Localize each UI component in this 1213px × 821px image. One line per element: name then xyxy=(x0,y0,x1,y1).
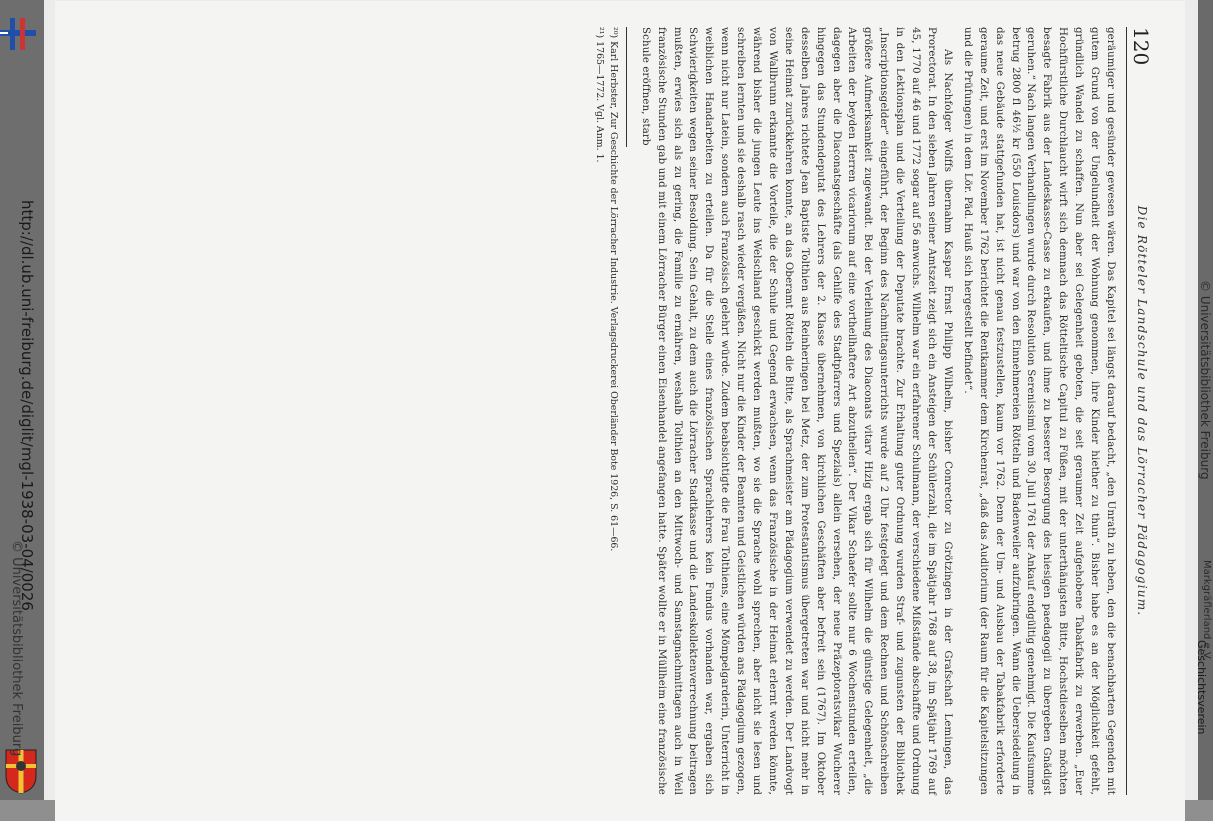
page-header xyxy=(1126,27,1155,795)
copyright-notice: © Universitätsbibliothek Freiburg xyxy=(9,540,24,757)
edge-society-label: Markgräflerland e.V. xyxy=(1201,560,1212,661)
body-text xyxy=(637,27,1118,795)
paragraph: Als Nachfolger Wolffs übernahm Kaspar Ernst Philipp Wilhelm, bisher Conrector zu Grötzingen in der Grafschaft Lemingen, das Prorectorat. In den sieben Jahren seiner Amtszeit zeigt sich ein Ansteigen der Schülerzahl, die im Spätjahr 1768 auf 38, im Spätjahr 1769 auf 45, 1770 auf 46 und 1772 sogar auf 56 anwuchs. Wilhelm war ein erfahrener Schulmann, der verschiedene Mißstände abschaffte und Ordnung in den Lektionsplan und die Verteilung der Deputate brachte. Zur Erhaltung guter Ordnung wurden Straf- und zugunsten der Bibliothek „Inscriptionsgelder“ eingeführt, der Beginn des Nachmittagsunterrichts wurde auf 2 Uhr festgelegt und dem Rechnen und Schönschreiben größere Aufmerksamkeit zugewandt. Bei der Verleihung des Diaconats vitarv Hizig ergab sich für Wilhelm die günstige Gelegenheit, „die Arbeiten der beyden Herren vicariorum auf eine vortheilhaftere Art abzutheilen“. Der Vikar Schaefer sollte nur 6 Wochenstunden erteilen, dagegen aber die Diaconatsgeschäfte (als Gehilfe des Stadtpfarrers und Spezials) allein versehen, der neue Präzeptoratsvikar Wucherer hingegen das Stundendeputat des Lehrers der 2. Klasse übernehmen, von kirchlichen Geschäften aber befreit sein (1767). Im Oktober desselben Jahres richtete Jean Baptiste Tolthien aus Reinheringen bei Metz, der zum Protestantismus übergetreten war und nicht mehr in seine Heimat zurückkehren konnte, an das Oberamt Rötteln die Bitte, als Sprachmeister am Pädagogium verwendet zu werden. Der Landvogt von Wallbrunn erkannte die Vorteile, die der Schule und Gegend erwachsen, wenn das Französische in der Heimat erlernt werden könnte, während bisher die jungen Leute ins Welschland geschickt werden mußten, wo sie die Sprache wohl sprechen, aber nicht sie lesen und schreiben lernten und sie deshalb rasch wieder vergäßen. Nicht nur die Kinder der Beamten und Geistlichen würden ans Pädagogium gezogen, wenn nicht nur Latein, sondern auch Französisch gelehrt würde. Zudem beabsichtigte die Frau Tolthiens, eine Mömpelgarderin, Unterricht in weiblichen Handarbeiten zu erteilen. Da für die Stelle eines französischen Sprachlehrers kein Fundus vorhanden war, ergaben sich Schwierigkeiten wegen seiner Besoldung. Sein Gehalt, zu dem auch die Lörracher Stadtkasse und die Landeskollektenverrechnung beitragen mußten, erwies sich als zu gering, die Familie zu ernähren, weshalb Tolthien an den Mittwoch- und Samstagnachmittagen auch in Weil französische Stunden gab und mit einem Lörracher Bürger einen Eisenhandel angefangen hatte. Später wollte er in Müllheim eine französische Schule eröffnen, starb xyxy=(639,27,953,795)
footnotes xyxy=(592,27,620,795)
footnote-divider xyxy=(626,27,627,147)
edge-copyright-label: © Universitätsbibliothek Freiburg xyxy=(1198,280,1212,480)
footnote: ²⁰) Karl Herbster, Zur Geschichte der Lörracher Industrie. Verlagsdruckerei Oberländer Bote 1926, S. 61—66. xyxy=(607,27,619,552)
scanned-page xyxy=(55,1,1185,821)
source-url[interactable]: http://dl.ub.uni-freiburg.de/diglit/mgl-1938-03-04/0026 xyxy=(18,200,36,611)
running-title: Die Rötteler Landschule und das Lörracher Pädagogium. xyxy=(1135,205,1149,617)
footnote: ²¹) 1765—1772. Vgl. Anm. 1. xyxy=(593,27,605,163)
paragraph: geräumiger und gesünder gewesen wären. Das Kapitel sei längst darauf bedacht, „den Unrath zu heben, den die benachbarten Gegenden mit gutem Grund von der Ungelundheit der Wohnung genommen, ihre Kinder hiether zu thun“. Bisher habe es an der Möglichkeit gefehlt, gründlich Wandel zu schaffen. Nun aber sei Gelegenheit geboten, die seit geraumer Zeit aufgehobene Tabakfabrik zu erwerben. „Euer Hochfürstliche Durchlaucht wirft sich demnach das Rötteltische Capitul zu Füßen, mit der unterthänigsten Bitte, Hochstdieselben möchten besagte Fabrik aus der Landeskasse-Casse zu erkaufen, und ihme zu besserer Besorgung des hiesigen paedagogii zu übergeben Gnädigst geruhen.“ Nach langen Verhandlungen wurde durch Resolution Serenissimi vom 30. Juli 1761 der Ankauf endgültig genehmigt. Die Kaufsumme betrug 2800 fl 46½ kr (550 Louisdors) und war von den Einnehmereien Rötteln und Badenweiler aufzubringen. Wann die Uebersiedelung in das neue Gebäude stattgefunden hat, ist nicht genau festzustellen, kaum vor 1762. Denn der Um- und Ausbau der Tabakfabrik erforderte geraume Zeit, und erst im November 1762 berichtet die Rentkammer dem Kirchenrat, „daß das Auditorium (der Raum für die Kapitelsitzungen und die Prüfungen) in dem Lör. Päd. Hauß sich hergestellt befindet“. xyxy=(961,27,1116,795)
scan-area xyxy=(44,0,1198,800)
society-name: Geschichtsverein xyxy=(1195,640,1208,735)
page-number: 120 xyxy=(1129,27,1153,66)
ub-freiburg-logo-icon xyxy=(0,18,36,50)
